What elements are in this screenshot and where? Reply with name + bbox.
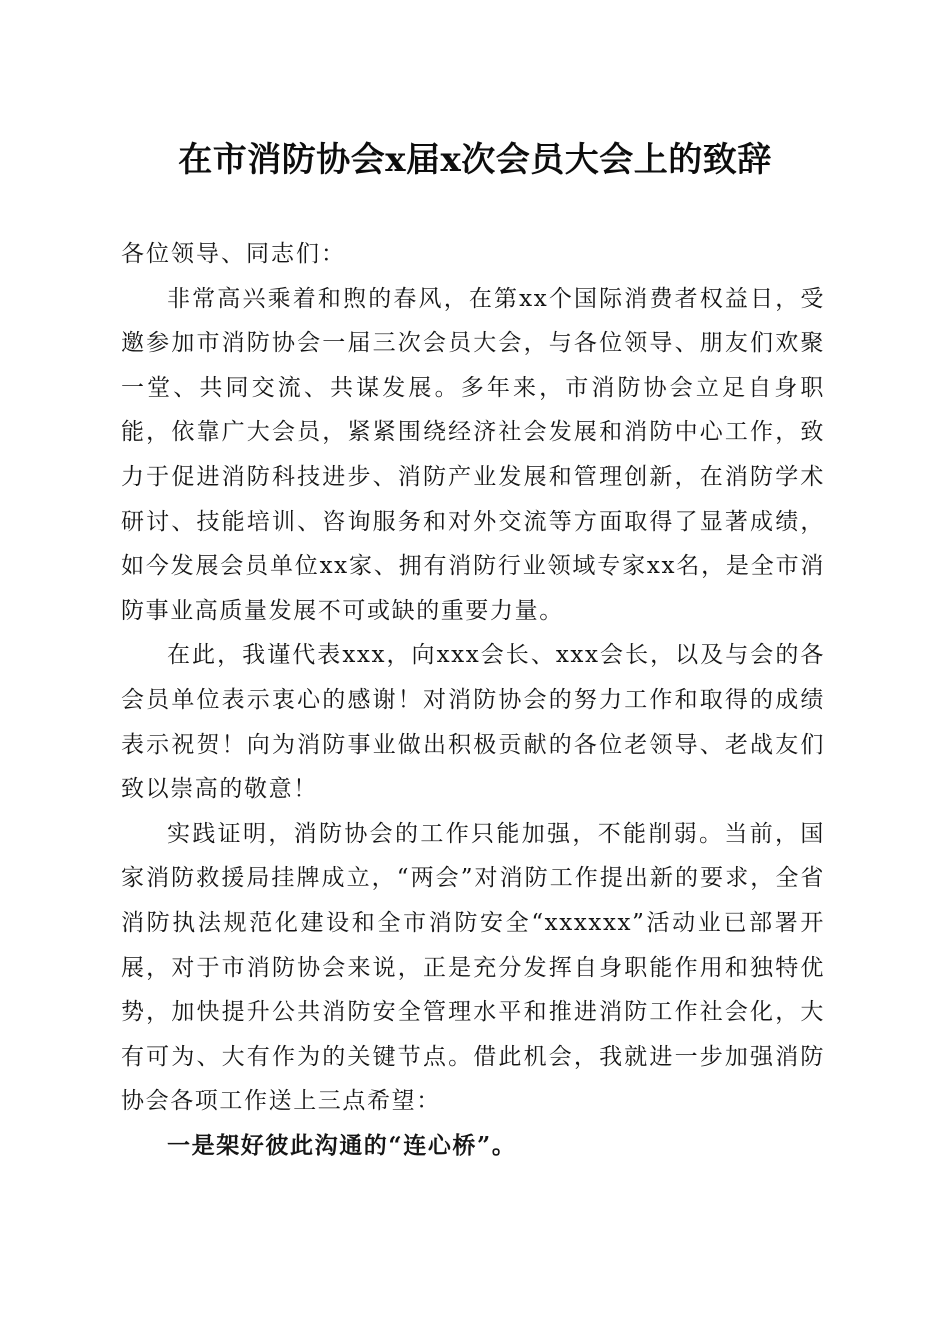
paragraph-1: 非常高兴乘着和煦的春风，在第xx个国际消费者权益日，受邀参加市消防协会一届三次会员大会，与各位领导、朋友们欢聚一堂、共同交流、共谋发展。多年来，市消防协会立足自身职能，依靠广大会员，紧紧围绕经济社会发展和消防中心工作，致力于促进消防科技进步、消防产业发展和管理创新，在消防学术研讨、技能培训、咨询服务和对外交流等方面取得了显著成绩，如今发展会员单位xx家、拥有消防行业领域专家xx名，是全市消防事业高质量发展不可或缺的重要力量。 <box>121 285 825 624</box>
greeting-line: 各位领导、同志们： <box>121 241 346 267</box>
paragraph-2: 在此，我谨代表xxx，向xxx会长、xxx会长，以及与会的各会员单位表示衷心的感谢！对消防协会的努力工作和取得的成绩表示祝贺！向为消防事业做出积极贡献的各位老领导、老战友们致以崇高的敬意！ <box>121 642 825 803</box>
subheading-1: 一是架好彼此沟通的“连心桥”。 <box>167 1131 517 1159</box>
paragraph-3: 实践证明，消防协会的工作只能加强，不能削弱。当前，国家消防救援局挂牌成立，“两会”对消防工作提出新的要求，全省消防执法规范化建设和全市消防安全“xxxxxx”活动业已部署开展，对于市消防协会来说，正是充分发挥自身职能作用和独特优势，加快提升公共消防安全管理水平和推进消防工作社会化，大有可为、大有作为的关键节点。借此机会，我就进一步加强消防协会各项工作送上三点希望： <box>121 820 825 1115</box>
document-title: 在市消防协会x届x次会员大会上的致辞 <box>178 140 772 180</box>
document-body <box>121 232 825 1168</box>
